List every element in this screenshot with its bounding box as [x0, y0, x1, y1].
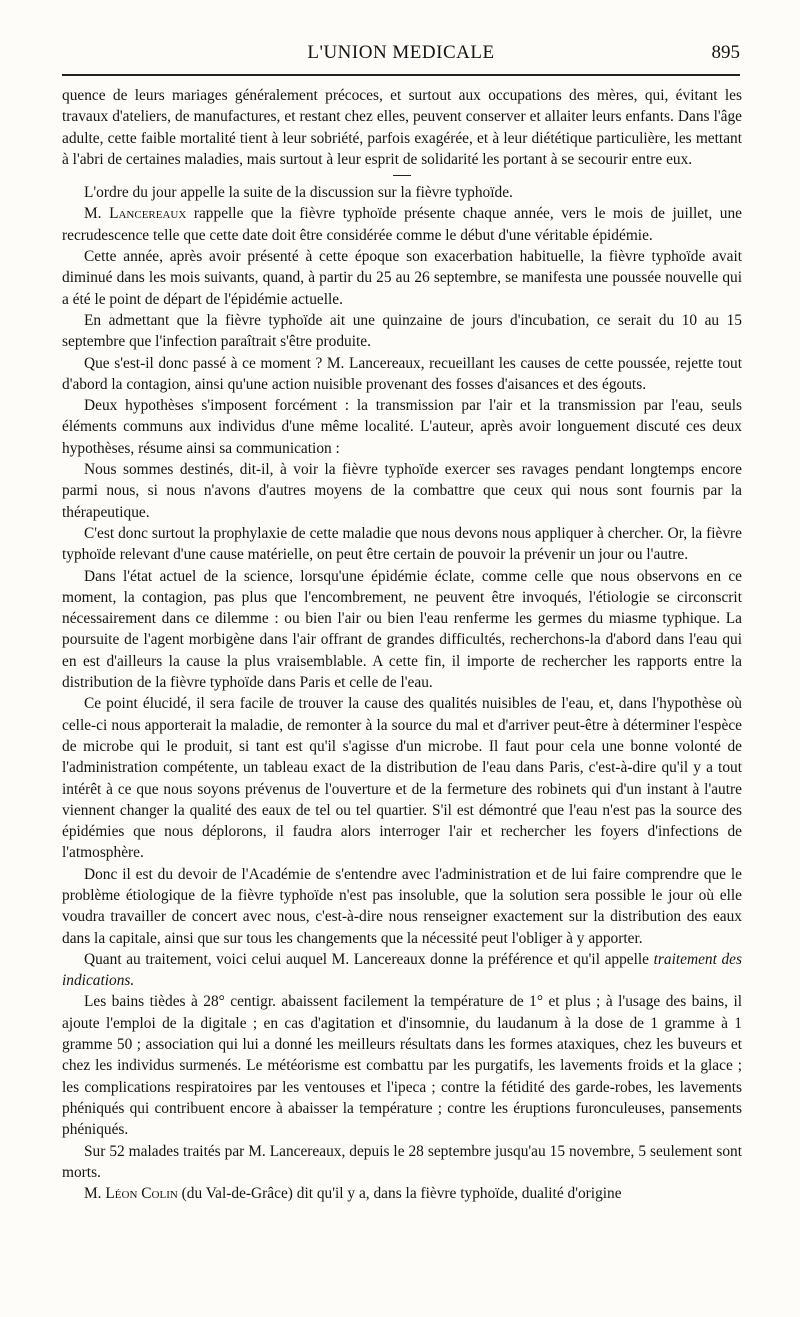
paragraph: C'est donc surtout la prophylaxie de cette maladie que nous devons nous appliquer à chercher. Or, la fièvre typhoïde relevant d'une cause matérielle, on peut être certain de pouvoir la prévenir un jour ou l'autre.	[62, 524, 742, 564]
paragraph: Ce point élucidé, il sera facile de trouver la cause des qualités nuisibles de l'eau, et, dans l'hypothèse où celle-ci nous apporterait la maladie, de remonter à la source du mal et d'arriver peut-être à déterminer l'espèce de microbe qui le produit, si tant est qu'il s'agisse d'un microbe. Il faut pour cela une bonne volonté de l'administration compétente, un tableau exact de la distribution de l'eau dans Paris, c'est-à-dire qu'il y a tout intérêt à ce que nous soyons prévenus de l'ouverture et de la fermeture des robinets qui d'un instant à l'autre viennent changer la qualité des eaux de tel ou tel quartier. S'il est démontré que l'eau n'est pas la source des épidémies que nous déplorons, il faudra alors interroger l'air et rechercher les foyers d'infections de l'atmosphère.	[62, 695, 742, 862]
treatment-italic: traitement des indications.	[62, 950, 742, 990]
speaker-name: Léon Colin	[105, 1185, 178, 1203]
section-separator	[62, 170, 742, 182]
paragraph-treatment	[62, 949, 742, 992]
paragraph: Dans l'état actuel de la science, lorsqu'une épidémie éclate, comme celle que nous observons en ce moment, la contagion, pas plus que l'encombrement, ne peuvent être invoqués, l'étiologie se circonscrit nécessairement dans ce dilemme : ou bien l'air ou bien l'eau renferme les germes du miasme typhique. La poursuite de l'agent morbigène dans l'air offrant de grandes difficultés, recherchons-la d'abord dans l'eau qui en est d'ailleurs la cause la plus vraisemblable. A cette fin, il importe de rechercher les rapports entre la distribution de la fièvre typhoïde dans Paris et celle de l'eau.	[62, 567, 742, 692]
paragraph-lancereaux-intro	[62, 203, 742, 246]
running-title: L'UNION MEDICALE	[307, 42, 495, 63]
paragraph: Deux hypothèses s'imposent forcément : la transmission par l'air et la transmission par l'eau, seuls éléments communs aux individus d'une même localité. L'auteur, après avoir longuement discuté ces deux hypothèses, résume ainsi sa communication :	[62, 397, 742, 457]
paragraph-colin	[62, 1183, 742, 1204]
running-header	[62, 40, 740, 76]
speaker-text: (du Val-de-Grâce) dit qu'il y a, dans la fièvre typhoïde, dualité d'origine	[181, 1185, 622, 1203]
paragraph: Cette année, après avoir présenté à cette époque son exacerbation habituelle, la fièvre typhoïde avait diminué dans les mois suivants, quand, à partir du 25 au 26 septembre, se manifesta une poussée nouvelle qui a été le point de départ de l'épidémie actuelle.	[62, 248, 742, 308]
article-body	[62, 85, 742, 1204]
speaker-text: rappelle que la fièvre typhoïde présente chaque année, vers le mois de juillet, une recrudescence telle que cette date doit être considérée comme le début d'une véritable épidémie.	[62, 205, 742, 244]
paragraph: En admettant que la fièvre typhoïde ait une quinzaine de jours d'incubation, ce serait du 10 au 15 septembre que l'infection paraîtrait s'être produite.	[62, 311, 742, 351]
speaker-prefix: M.	[84, 1185, 102, 1203]
page-number: 895	[711, 42, 740, 63]
treatment-text: Quant au traitement, voici celui auquel M. Lancereaux donne la préférence et qu'il appelle	[84, 950, 650, 968]
paragraph: Sur 52 malades traités par M. Lancereaux, depuis le 28 septembre jusqu'au 15 novembre, 5 seulement sont morts.	[62, 1142, 742, 1181]
paragraph: Les bains tièdes à 28° centigr. abaissent facilement la température de 1° et plus ; à l'usage des bains, il ajoute l'emploi de la digitale ; en cas d'agitation et d'insomnie, du laudanum à la dose de 1 gramme à 1 gramme 50 ; association qui lui a donné les meilleurs résultats dans les formes ataxiques, chez les buveurs et chez les individus surmenés. Le météorisme est combattu par les purgatifs, les lavements froids et la glace ; les complications respiratoires par les ventouses et l'ipeca ; contre la fétidité des garde-robes, les lavements phéniqués qui contribuent encore à abaisser la température ; contre les éruptions furonculeuses, pansements phéniqués.	[62, 993, 742, 1139]
paragraph: Nous sommes destinés, dit-il, à voir la fièvre typhoïde exercer ses ravages pendant longtemps encore parmi nous, si nous n'avons d'autres moyens de la combattre que ceux qui nous sont fournis par la thérapeutique.	[62, 461, 742, 521]
paragraph: Que s'est-il donc passé à ce moment ? M. Lancereaux, recueillant les causes de cette poussée, rejette tout d'abord la contagion, ainsi qu'une action nuisible provenant des fosses d'aisances et des égouts.	[62, 354, 742, 393]
paragraph: Donc il est du devoir de l'Académie de s'entendre avec l'administration et de lui faire comprendre que le problème étiologique de la fièvre typhoïde n'est pas insoluble, que la solution sera possible le jour où elle voudra travailler de concert avec nous, c'est-à-dire nous renseigner exactement sur la distribution des eaux dans la capitale, ainsi que sur tous les changements que la nécessité peut l'obliger à y apporter.	[62, 865, 742, 947]
speaker-prefix: M.	[84, 205, 102, 223]
speaker-name: Lancereaux	[109, 205, 187, 223]
paragraph-order-of-day: L'ordre du jour appelle la suite de la discussion sur la fièvre typhoïde.	[84, 184, 513, 202]
paragraph-continued: quence de leurs mariages généralement précoces, et surtout aux occupations des mères, qui, évitant les travaux d'ateliers, de manufactures, et restant chez elles, peuvent conserver et allaiter leurs enfants. Dans l'âge adulte, cette faible mortalité tient à leur sobriété, parfois exagérée, et à leur diététique particulière, les mettant à l'abri de certaines maladies, mais surtout à leur esprit de solidarité les portant à se secourir entre eux.	[62, 87, 742, 168]
